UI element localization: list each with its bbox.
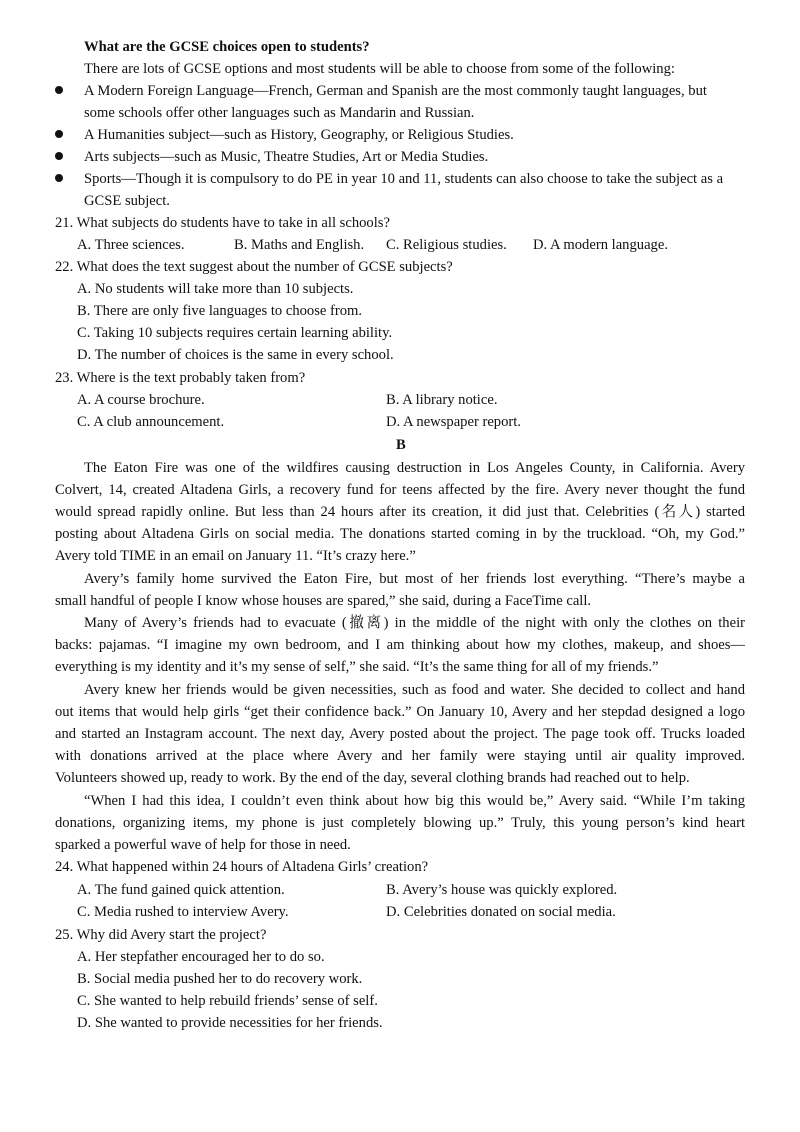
- passage-line: Volunteers showed up, ready to work. By the end of the day, several clothing brands had reached out to help.: [55, 770, 690, 786]
- answer-option: C. A club announcement.: [77, 414, 225, 430]
- passage-line: The Eaton Fire was one of the wildfires causing destruction in Los Angeles County, in California. Avery: [84, 460, 745, 476]
- passage-line: backs: pajamas. “I imagine my own bedroom, and I am thinking about how my clothes, makeup, and shoes—: [55, 637, 745, 653]
- answer-option: A. No students will take more than 10 subjects.: [77, 281, 354, 297]
- passage-line: with donations arrived at the place where Avery and her family were staying until air quality improved.: [55, 748, 745, 764]
- question-stem: 22. What does the text suggest about the number of GCSE subjects?: [55, 259, 453, 275]
- answer-option: C. She wanted to help rebuild friends’ sense of self.: [77, 993, 378, 1009]
- bullet-dot: [55, 174, 63, 182]
- answer-option: A. Three sciences.: [77, 237, 185, 253]
- passage-line: Avery told TIME in an email on January 11. “It’s crazy here.”: [55, 548, 416, 564]
- bullet-text: some schools offer other languages such as Mandarin and Russian.: [84, 105, 475, 121]
- answer-option: B. A library notice.: [386, 392, 498, 408]
- answer-option: A. Her stepfather encouraged her to do so.: [77, 949, 325, 965]
- bullet-text: GCSE subject.: [84, 193, 170, 209]
- answer-option: D. A modern language.: [533, 237, 668, 253]
- answer-option: B. There are only five languages to choose from.: [77, 303, 363, 319]
- answer-option: B. Maths and English.: [234, 237, 365, 253]
- answer-option: B. Social media pushed her to do recovery work.: [77, 971, 363, 987]
- section-label: B: [396, 437, 406, 453]
- passage-line: small handful of people I know whose houses are spared,” she said, during a FaceTime call.: [55, 593, 592, 609]
- answer-option: D. The number of choices is the same in every school.: [77, 347, 394, 363]
- question-stem: 23. Where is the text probably taken from?: [55, 370, 306, 386]
- answer-option: A. The fund gained quick attention.: [77, 882, 285, 898]
- answer-option: A. A course brochure.: [77, 392, 205, 408]
- passage-line: Avery’s family home survived the Eaton Fire, but most of her friends lost everything. “There’s maybe a: [84, 571, 745, 587]
- passage-line: Colvert, 14, created Altadena Girls, a recovery fund for teens affected by the fire. Avery never thought the fund: [55, 482, 745, 498]
- answer-option: D. She wanted to provide necessities for her friends.: [77, 1015, 383, 1031]
- bullet-dot: [55, 152, 63, 160]
- section-heading: What are the GCSE choices open to students?: [84, 39, 370, 55]
- answer-option: C. Media rushed to interview Avery.: [77, 904, 289, 920]
- section-intro: There are lots of GCSE options and most students will be able to choose from some of the following:: [84, 61, 675, 77]
- passage-line: “When I had this idea, I couldn’t even think about how big this would be,” Avery said. “While I’m taking: [84, 793, 745, 809]
- question-stem: 25. Why did Avery start the project?: [55, 927, 267, 943]
- bullet-dot: [55, 130, 63, 138]
- passage-line: sparked a powerful wave of help for those in need.: [55, 837, 351, 853]
- answer-option: C. Taking 10 subjects requires certain learning ability.: [77, 325, 393, 341]
- passage-line: would spread rapidly online. But less than 24 hours after its creation, it did just that. Celebrities (名人) started: [55, 504, 745, 520]
- passage-line: out items that would help girls “get their confidence back.” On January 10, Avery and her stepdad designed a logo: [55, 704, 745, 720]
- passage-line: Many of Avery’s friends had to evacuate (撤离) in the middle of the night with only the clothes on their: [84, 615, 745, 631]
- answer-option: D. Celebrities donated on social media.: [386, 904, 616, 920]
- bullet-text: A Modern Foreign Language—French, German and Spanish are the most commonly taught languages, but: [84, 83, 707, 99]
- passage-line: Avery knew her friends would be given necessities, such as food and water. She decided to collect and hand: [84, 682, 745, 698]
- passage-line: posting about Altadena Girls on social media. The donations started coming in by the truckload. “Oh, my God.”: [55, 526, 745, 542]
- bullet-text: A Humanities subject—such as History, Geography, or Religious Studies.: [84, 127, 514, 143]
- question-stem: 24. What happened within 24 hours of Altadena Girls’ creation?: [55, 859, 429, 875]
- bullet-text: Arts subjects—such as Music, Theatre Studies, Art or Media Studies.: [84, 149, 489, 165]
- passage-line: donations, organizing items, my phone is just completely blowing up.” Truly, this young person’s kind heart: [55, 815, 745, 831]
- bullet-dot: [55, 86, 63, 94]
- answer-option: D. A newspaper report.: [386, 414, 521, 430]
- passage-line: and started an Instagram account. The next day, Avery posted about the project. The page took off. Trucks loaded: [55, 726, 745, 742]
- answer-option: B. Avery’s house was quickly explored.: [386, 882, 618, 898]
- question-stem: 21. What subjects do students have to take in all schools?: [55, 215, 390, 231]
- passage-line: everything is my identity and it’s my sense of self,” she said. “It’s the same thing for all of my friends.”: [55, 659, 659, 675]
- bullet-text: Sports—Though it is compulsory to do PE in year 10 and 11, students can also choose to take the subject as a: [84, 171, 724, 187]
- answer-option: C. Religious studies.: [386, 237, 507, 253]
